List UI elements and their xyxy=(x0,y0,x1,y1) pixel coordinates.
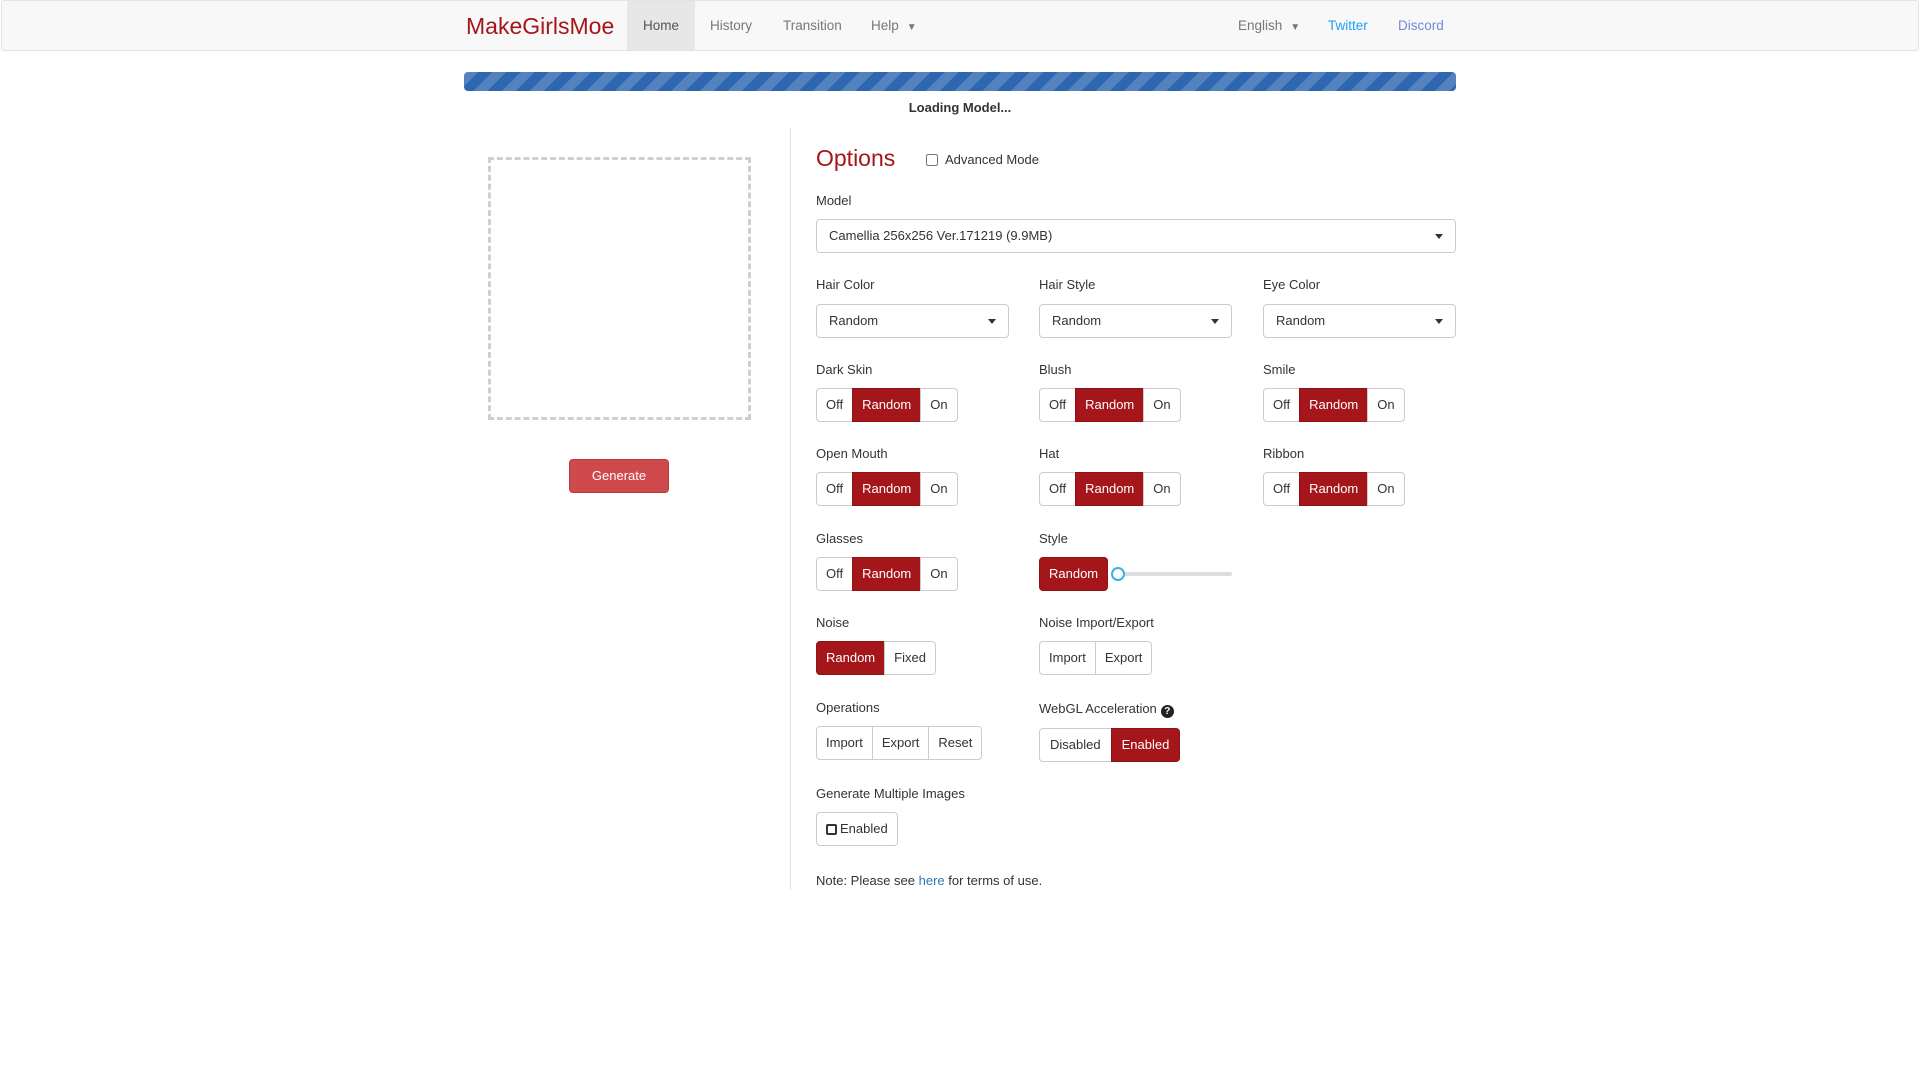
eye-color-value: Random xyxy=(1276,313,1326,328)
caret-down-icon: ▼ xyxy=(906,22,917,33)
style-random-button[interactable]: Random xyxy=(1039,557,1108,591)
generate-multiple-group xyxy=(816,812,898,846)
style-slider-track[interactable] xyxy=(1118,572,1232,576)
hair-style-value: Random xyxy=(1052,313,1102,328)
noise-label: Noise xyxy=(816,615,850,630)
loading-progress-bar xyxy=(464,72,1456,91)
generate-multiple-enabled-label: Enabled xyxy=(840,821,888,836)
smile-label: Smile xyxy=(1263,362,1296,377)
hair-color-label: Hair Color xyxy=(816,277,875,292)
noise-import-export-group xyxy=(1039,641,1152,675)
noise-export-button[interactable]: Export xyxy=(1095,641,1153,675)
hat-random[interactable]: Random xyxy=(1075,472,1144,506)
noise-fixed[interactable]: Fixed xyxy=(884,641,936,675)
hair-color-select[interactable] xyxy=(816,304,1009,338)
hair-style-label: Hair Style xyxy=(1039,277,1096,292)
webgl-label: WebGL Acceleration xyxy=(1039,701,1157,716)
vertical-divider xyxy=(790,128,791,890)
nav-transition[interactable]: Transition xyxy=(783,18,842,33)
advanced-mode-label: Advanced Mode xyxy=(945,152,1039,167)
hair-color-value: Random xyxy=(829,313,879,328)
terms-note xyxy=(816,873,1042,888)
glasses-random[interactable]: Random xyxy=(852,557,921,591)
noise-toggle xyxy=(816,641,936,675)
twitter-link[interactable]: Twitter xyxy=(1328,18,1368,33)
blush-toggle xyxy=(1039,388,1181,422)
hat-label: Hat xyxy=(1039,446,1060,461)
eye-color-select[interactable] xyxy=(1263,304,1456,338)
brand-logo[interactable]: MakeGirlsMoe xyxy=(466,13,615,39)
smile-random[interactable]: Random xyxy=(1299,388,1368,422)
eye-color-label: Eye Color xyxy=(1263,277,1321,292)
generate-multiple-label: Generate Multiple Images xyxy=(816,786,965,801)
generate-multiple-checkbox[interactable] xyxy=(826,824,837,835)
hat-toggle xyxy=(1039,472,1181,506)
blush-on[interactable]: On xyxy=(1143,388,1180,422)
smile-toggle xyxy=(1263,388,1405,422)
open-mouth-off[interactable]: Off xyxy=(816,472,853,506)
dark-skin-toggle xyxy=(816,388,958,422)
generate-button[interactable]: Generate xyxy=(569,459,669,493)
noise-import-export-label: Noise Import/Export xyxy=(1039,615,1154,630)
model-select-value: Camellia 256x256 Ver.171219 (9.9MB) xyxy=(829,228,1053,243)
operations-group xyxy=(816,726,982,760)
smile-on[interactable]: On xyxy=(1367,388,1404,422)
ribbon-on[interactable]: On xyxy=(1367,472,1404,506)
terms-link[interactable]: here xyxy=(918,873,945,888)
style-slider-handle[interactable] xyxy=(1111,567,1125,581)
open-mouth-on[interactable]: On xyxy=(920,472,957,506)
question-circle-icon[interactable]: ? xyxy=(1161,705,1174,718)
noise-import-button[interactable]: Import xyxy=(1039,641,1096,675)
style-label: Style xyxy=(1039,531,1068,546)
blush-label: Blush xyxy=(1039,362,1072,377)
caret-down-icon xyxy=(1211,319,1219,324)
caret-down-icon xyxy=(1435,319,1443,324)
options-title: Options xyxy=(816,145,896,171)
hair-style-select[interactable] xyxy=(1039,304,1232,338)
dark-skin-on[interactable]: On xyxy=(920,388,957,422)
advanced-mode-toggle[interactable] xyxy=(926,152,1039,167)
note-prefix: Note: Please see xyxy=(816,873,919,888)
webgl-disabled[interactable]: Disabled xyxy=(1039,728,1112,762)
model-label: Model xyxy=(816,193,852,208)
ribbon-random[interactable]: Random xyxy=(1299,472,1368,506)
dark-skin-label: Dark Skin xyxy=(816,362,873,377)
nav-history[interactable]: History xyxy=(710,18,753,33)
note-suffix: for terms of use. xyxy=(944,873,1043,888)
smile-off[interactable]: Off xyxy=(1263,388,1300,422)
language-dropdown[interactable] xyxy=(1238,1,1300,50)
caret-down-icon: ▼ xyxy=(1290,22,1301,33)
progress-fill xyxy=(464,72,1456,91)
advanced-mode-checkbox[interactable] xyxy=(926,154,938,166)
glasses-on[interactable]: On xyxy=(920,557,957,591)
webgl-toggle xyxy=(1039,728,1180,762)
hat-on[interactable]: On xyxy=(1143,472,1180,506)
ribbon-toggle xyxy=(1263,472,1405,506)
navbar xyxy=(1,0,1919,51)
webgl-enabled[interactable]: Enabled xyxy=(1111,728,1181,762)
open-mouth-toggle xyxy=(816,472,958,506)
model-select[interactable] xyxy=(816,219,1456,253)
nav-home[interactable]: Home xyxy=(627,1,695,50)
glasses-label: Glasses xyxy=(816,531,863,546)
hat-off[interactable]: Off xyxy=(1039,472,1076,506)
glasses-off[interactable]: Off xyxy=(816,557,853,591)
style-random-group xyxy=(1039,557,1108,591)
dark-skin-off[interactable]: Off xyxy=(816,388,853,422)
operations-reset-button[interactable]: Reset xyxy=(928,726,982,760)
ribbon-label: Ribbon xyxy=(1263,446,1305,461)
discord-link[interactable]: Discord xyxy=(1398,18,1444,33)
caret-down-icon xyxy=(988,319,996,324)
glasses-toggle xyxy=(816,557,958,591)
blush-off[interactable]: Off xyxy=(1039,388,1076,422)
progress-text: Loading Model... xyxy=(908,100,1012,115)
image-canvas xyxy=(488,157,751,420)
dark-skin-random[interactable]: Random xyxy=(852,388,921,422)
blush-random[interactable]: Random xyxy=(1075,388,1144,422)
caret-down-icon xyxy=(1435,234,1443,239)
operations-import-button[interactable]: Import xyxy=(816,726,873,760)
generate-multiple-toggle[interactable] xyxy=(816,812,898,846)
noise-random[interactable]: Random xyxy=(816,641,885,675)
webgl-label-row xyxy=(1039,701,1174,718)
nav-help-dropdown[interactable] xyxy=(871,1,917,50)
open-mouth-random[interactable]: Random xyxy=(852,472,921,506)
operations-export-button[interactable]: Export xyxy=(872,726,930,760)
open-mouth-label: Open Mouth xyxy=(816,446,888,461)
operations-label: Operations xyxy=(816,700,880,715)
language-label: English xyxy=(1238,18,1283,33)
ribbon-off[interactable]: Off xyxy=(1263,472,1300,506)
nav-help-label: Help xyxy=(871,18,899,33)
